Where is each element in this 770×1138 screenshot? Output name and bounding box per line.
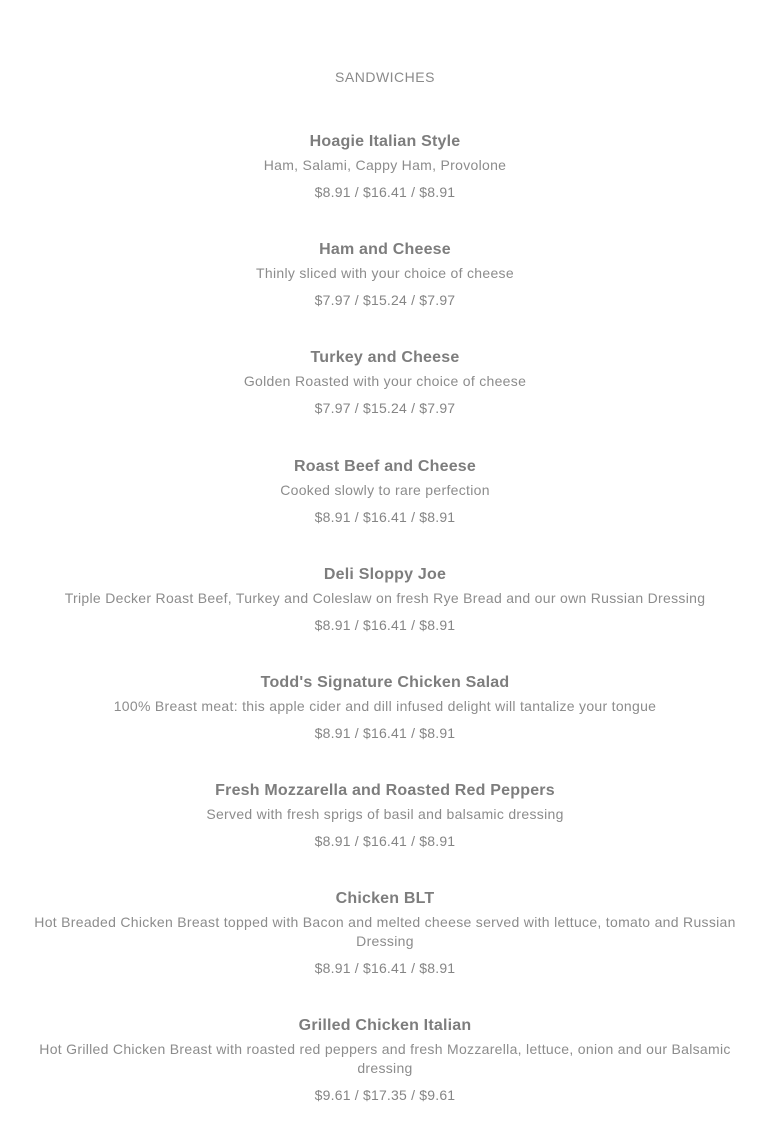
item-name: Ham and Cheese xyxy=(319,241,451,258)
item-price: $9.61 / $17.35 / $9.61 xyxy=(314,1087,456,1103)
menu-item xyxy=(30,1015,740,1105)
item-description: Hot Breaded Chicken Breast topped with Bacon and melted cheese served with lettuce, tomato and Russian Dressing xyxy=(34,914,736,949)
item-name: Deli Sloppy Joe xyxy=(323,566,447,583)
menu-item xyxy=(30,672,740,743)
item-name: Grilled Chicken Italian xyxy=(298,1017,472,1034)
item-description: Triple Decker Roast Beef, Turkey and Coleslaw on fresh Rye Bread and our own Russian Dressing xyxy=(64,590,706,606)
item-price: $8.91 / $16.41 / $8.91 xyxy=(314,725,456,741)
item-price: $8.91 / $16.41 / $8.91 xyxy=(314,184,456,200)
item-description: Hot Grilled Chicken Breast with roasted red peppers and fresh Mozzarella, lettuce, onion and our Balsamic dressing xyxy=(39,1041,731,1076)
item-name: Chicken BLT xyxy=(335,890,435,907)
menu-item xyxy=(30,456,740,527)
item-price: $8.91 / $16.41 / $8.91 xyxy=(314,960,456,976)
item-name: Roast Beef and Cheese xyxy=(293,458,477,475)
section-title: SANDWICHES xyxy=(335,69,435,85)
item-description: 100% Breast meat: this apple cider and dill infused delight will tantalize your tongue xyxy=(113,698,657,714)
item-name: Todd's Signature Chicken Salad xyxy=(260,674,510,691)
menu-list xyxy=(30,131,740,1105)
item-description: Ham, Salami, Cappy Ham, Provolone xyxy=(263,157,507,173)
menu-item xyxy=(30,131,740,202)
item-price: $8.91 / $16.41 / $8.91 xyxy=(314,509,456,525)
item-price: $7.97 / $15.24 / $7.97 xyxy=(314,400,456,416)
item-price: $7.97 / $15.24 / $7.97 xyxy=(314,292,456,308)
item-price: $8.91 / $16.41 / $8.91 xyxy=(314,617,456,633)
item-name: Fresh Mozzarella and Roasted Red Peppers xyxy=(215,782,555,799)
item-name: Turkey and Cheese xyxy=(310,349,460,366)
item-description: Cooked slowly to rare perfection xyxy=(280,482,490,498)
item-description: Served with fresh sprigs of basil and balsamic dressing xyxy=(206,806,564,822)
item-price: $8.91 / $16.41 / $8.91 xyxy=(314,833,456,849)
item-description: Thinly sliced with your choice of cheese xyxy=(256,265,514,281)
menu-item xyxy=(30,780,740,851)
menu-item xyxy=(30,239,740,310)
menu-item xyxy=(30,347,740,418)
item-name: Hoagie Italian Style xyxy=(309,133,461,150)
item-description: Golden Roasted with your choice of cheese xyxy=(243,373,527,389)
menu-item xyxy=(30,564,740,635)
menu-item xyxy=(30,888,740,978)
